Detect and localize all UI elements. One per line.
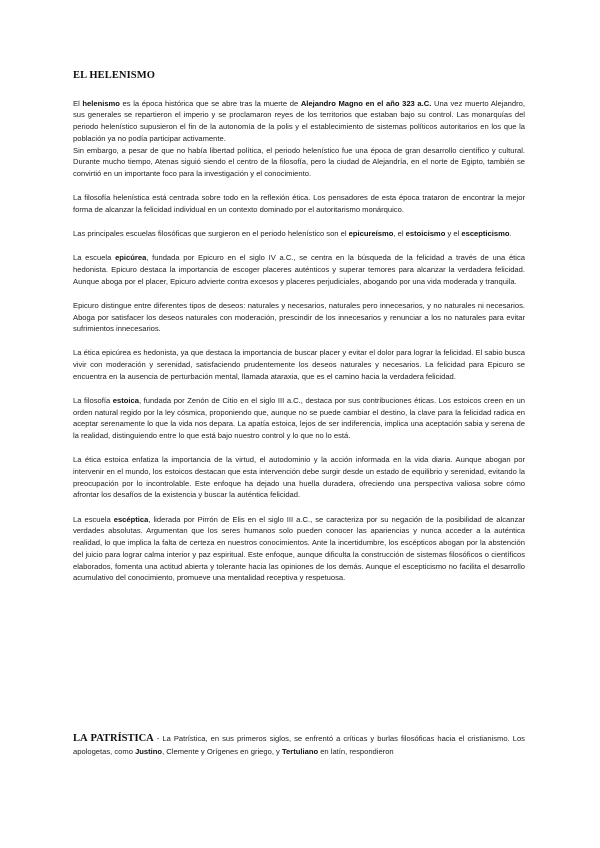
text-run: , fundada por Zenón de Citio en el siglo III a.C., destaca por sus contribuciones éticas. Los estoicos creen en un orden natural regido por la ley cósmica, proponiendo que, aunque no se puede cambiar el destino, la clave para la felicidad radica en aceptar serenamente lo que la vida nos depara. La apatía estoica, lejos de ser indiferencia, implica una aceptación sabia y serena de la realidad, distinguiendo entre lo que está bajo nuestro control y lo que no lo está. xyxy=(73,396,525,441)
text-run: , liderada por Pirrón de Elis en el siglo III a.C., se caracteriza por su negación de la posibilidad de alcanzar verdades absolutas. Argumentan que los seres humanos solo pueden conocer las apariencias y nunca acceder a la auténtica realidad, lo que implica la falta de certeza en nuestros conocimientos. Ante la incertidumbre, los escépticos abogan por la abstención del juicio para lograr calma interior y paz espiritual. Este enfoque, aunque dificulta la construcción de sistemas filosóficos o científicos elaborados, fomenta una actitud abierta y tolerante hacia las opiniones de los demás. Aunque el escepticismo no facilita el desarrollo acumulativo del conocimiento, promueve una mentalidad receptiva y respetuosa. xyxy=(73,514,525,583)
text-run: , fundada por Epicuro en el siglo IV a.C., se centra en la búsqueda de la felicidad a través de una ética hedonista. Epicuro destaca la importancia de escoger placeres auténticos y superar temores para alcanzar la verdadera felicidad. Aunque aboga por el placer, Epicuro advierte contra excesos y placeres perjudiciales, abogando por una vida moderada y tranquila. xyxy=(73,253,525,286)
bold-term: epicureísmo xyxy=(348,229,394,239)
text-run: La escuela xyxy=(73,514,114,524)
paragraph-filosofia-helenistica: La filosofía helenística está centrada sobre todo en la reflexión ética. Los pensadores de esta época trataron de encontrar la mejor forma de alcanzar la felicidad individual en un contexto dominado por el autoritarismo monárquico. xyxy=(73,193,525,214)
bold-term: epicúrea xyxy=(115,253,147,263)
text-run: y el xyxy=(445,229,462,239)
bold-term: estoica xyxy=(112,396,139,406)
paragraph-helenismo-cultura: Sin embargo, a pesar de que no había libertad política, el periodo helenístico fue una época de gran desarrollo científico y cultural. Durante mucho tiempo, Atenas siguió siendo el centro de la filosofía, pero la ciudad de Alejandría, en el norte de Egipto, también se convirtió en un importante foco para la investigación y el conocimiento. xyxy=(73,145,525,178)
bold-term: Alejandro Magno en el año 323 a.C. xyxy=(300,98,432,108)
section-title-helenismo: EL HELENISMO xyxy=(73,70,156,81)
text-run: - La Patrística, en sus primeros siglos, se enfrentó a críticas y burlas filosóficas hacia el cristianismo. Los apologetas, como xyxy=(73,734,525,756)
text-run: La escuela xyxy=(73,253,116,263)
text-run: La filosofía xyxy=(73,396,113,406)
text-run: en latín, respondieron xyxy=(318,746,394,756)
paragraph-esceptica xyxy=(73,514,525,584)
paragraph-etica-estoica: La ética estoica enfatiza la importancia de la virtud, el autodominio y la acción informada en la vida diaria. Aunque abogan por intervenir en el mundo, los estoicos destacan que esta intervención debe surgir desde un estado de equilibrio y serenidad, evitando la preocupación por lo incontrolable. Este enfoque ha dejado una huella duradera, ofreciendo una perspectiva valiosa sobre cómo afrontar los desafíos de la existencia y buscar la auténtica felicidad. xyxy=(73,455,525,500)
text-run: , Clemente y Orígenes en griego, y xyxy=(162,746,282,756)
paragraph-helenismo-intro xyxy=(73,98,525,145)
paragraph-patristica xyxy=(73,733,525,758)
section-title-patristica: LA PATRÍSTICA xyxy=(73,733,154,744)
bold-term: Tertuliano xyxy=(281,746,319,756)
text-run: Las principales escuelas filosóficas que surgieron en el periodo helenístico son el xyxy=(73,229,349,239)
bold-term: helenismo xyxy=(82,98,120,108)
text-run: . xyxy=(509,229,512,239)
paragraph-etica-epicurea: La ética epicúrea es hedonista, ya que destaca la importancia de buscar placer y evitar el dolor para lograr la felicidad. El sabio busca vivir con moderación y serenidad, satisfaciendo prudentemente los deseos naturales y necesarios. La felicidad para Epicuro se encuentra en la ausencia de perturbación mental, llamada ataraxia, que es el camino hacia la verdadera felicidad. xyxy=(73,348,525,381)
paragraph-deseos: Epicuro distingue entre diferentes tipos de deseos: naturales y necesarios, naturales pero innecesarios, y no naturales ni necesarios. Aboga por satisfacer los deseos naturales con moderación, prescindir de los innecesarios y renunciar a los no naturales para evitar sufrimientos innecesarios. xyxy=(73,300,525,334)
bold-term: Justino xyxy=(135,746,163,756)
bold-term: escéptica xyxy=(113,514,149,524)
paragraph-estoica xyxy=(73,395,525,442)
paragraph-epicurea xyxy=(73,252,525,287)
document-body xyxy=(73,70,525,596)
text-run: , el xyxy=(393,229,406,239)
text-run: es la época histórica que se abre tras la muerte de xyxy=(119,98,301,108)
bold-term: estoicismo xyxy=(405,229,446,239)
paragraph-escuelas xyxy=(73,228,525,240)
bold-term: escepticismo xyxy=(461,229,510,239)
text-run: Una vez muerto Alejandro, sus generales se repartieron el imperio y se proclamaron reyes de los territorios que estaban bajo su control. Las monarquías del periodo helenístico supusieron el fin de la autonomía de la polis y el establecimiento de sistemas políticos autoritarios en los que la población ya no podía participar activamente. xyxy=(73,98,525,143)
text-run: El xyxy=(73,98,83,108)
